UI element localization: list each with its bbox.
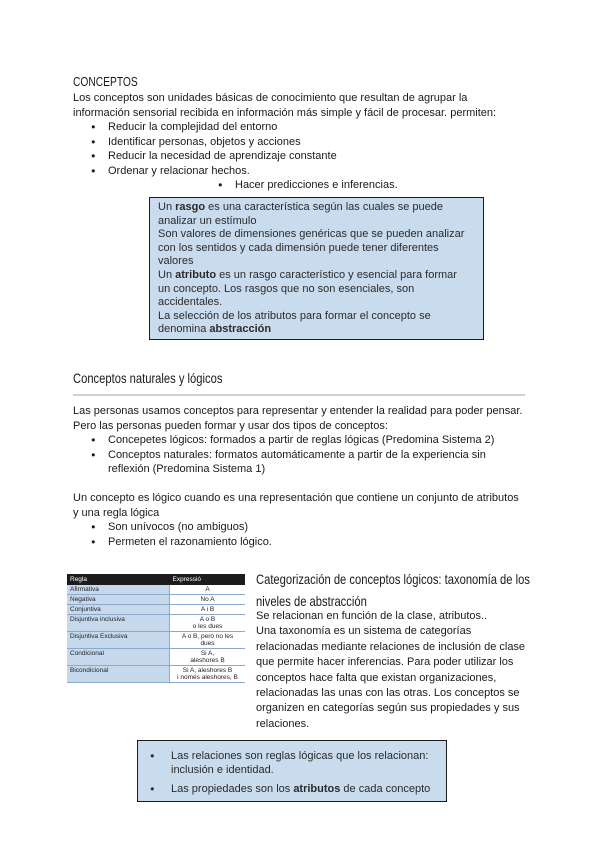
intro-paragraph [73,91,553,120]
box-line: La selección de los atributos para formar el concepto se [158,309,431,322]
paragraph-line: y una regla lógica [73,506,160,519]
logical-concept-paragraph [73,491,553,520]
expression-cell: No A [170,595,246,605]
section-title-categorizacion [256,568,530,612]
box-line: Son valores de dimensiones genéricas que se pueden analizar [158,228,465,241]
text-run: Las propiedades son los [171,783,294,795]
expression-line: A o B, però no les [181,633,234,640]
expression-line: o les dues [192,623,223,630]
list-item: ● Permeten el razonamiento lógico. [73,535,533,550]
box-line: analizar un estímulo [158,214,257,227]
text-run: de cada concepto [340,783,431,795]
taxonomy-paragraph [256,609,546,732]
title-line: niveles de abstracción [256,593,367,609]
paragraph-line: que permite hacer inferencias. Para poder utilizar los [256,656,514,669]
types-paragraph [73,404,553,433]
logic-rules-table-wrapper [67,574,245,683]
table-header-row [67,574,245,585]
text-run: reflexión (Predomina Sistema 1) [108,463,266,475]
expression-cell [170,649,246,666]
definition-box [149,197,484,340]
bold-term-rasgo: rasgo [175,201,206,213]
text-run: Un [158,268,176,281]
expression-cell [170,615,246,632]
text-run: Conceptos naturales: formatos automáticamente a partir de la experiencia sin [108,448,486,461]
expression-line: aleshores B [190,657,225,664]
column-header-rule: Regla [67,574,170,585]
expression-line: dues [200,640,215,647]
title-line: Categorización de conceptos lógicos: taxonomía de los [256,571,530,587]
indented-list [200,178,500,193]
table-row [67,666,245,683]
expression-line: A o B [199,616,216,623]
table-row [67,585,245,595]
box-line [158,323,483,337]
paragraph-line: relaciones. [256,717,310,730]
text-run: denomina [158,323,210,336]
paragraph-line: organizen en categorías según sus propiedades y sus [256,702,520,715]
box-line: con los sentidos y cada dimensión puede tener diferentes [158,241,439,254]
text-run: Un [158,201,176,213]
box-line [158,269,483,283]
box-line: accidentales. [158,296,223,309]
paragraph-line: Se relacionan en función de la clase, atributos.. [256,610,488,622]
list-item: ● Ordenar y relacionar hechos. [73,164,533,179]
expression-line: Si A, aleshores B [182,667,233,674]
logical-properties-list [73,520,533,549]
intro-line: Los conceptos son unidades básicas de conocimiento que resultan de agrupar la [73,92,468,104]
expression-cell: A [170,585,246,595]
box-line: un concepto. Los rasgos que no son esenciales, son [158,282,415,295]
paragraph-line: Una taxonomía es un sistema de categorías [256,625,472,638]
box-line: valores [158,255,194,268]
bold-term-abstraccion: abstracción [209,323,272,336]
relations-box [137,740,447,802]
bold-term-atributo: atributo [175,268,217,281]
rule-cell: Disjuntiva Exclusiva [67,632,170,649]
rule-cell: Conjuntiva [67,605,170,615]
column-header-expression: Expressió [170,574,246,585]
rule-cell: Disjuntiva inclusiva [67,615,170,632]
box-line [158,201,483,215]
table-row [67,605,245,615]
table-row [67,615,245,632]
rule-cell: Bicondicional [67,666,170,683]
section-title-naturales-logicos: Conceptos naturales y lógicos [73,370,223,386]
paragraph-line: relacionadas mediante relaciones de inclusión de clase [256,640,526,653]
expression-line: i només aleshores, B [177,674,238,681]
expression-cell [170,666,246,683]
list-item [138,781,446,797]
intro-line: información sensorial recibida en información más simple y fácil de procesar. permiten: [73,106,497,119]
bold-term-atributos: atributos [293,783,341,795]
concept-benefits-list [73,120,533,178]
table-row [67,595,245,605]
paragraph-line: relacionadas las unas con las otras. Los conceptos se [256,687,520,700]
rule-cell: Negativa [67,595,170,605]
list-item: ● Identificar personas, objetos y acciones [73,135,533,150]
list-item: ● Son unívocos (no ambiguos) [73,520,533,535]
list-item [73,448,543,477]
text-run: es una característica según las cuales se puede [205,201,443,213]
expression-line: Si A, [200,650,215,657]
list-item: ● Concepetes lógicos: formados a partir de reglas lógicas (Predomina Sistema 2) [73,433,543,448]
rule-cell: Condicional [67,649,170,666]
section-title-conceptos: CONCEPTOS [73,75,138,89]
concept-types-list [73,433,543,477]
paragraph-line: Pero las personas pueden formar y usar dos tipos de conceptos: [73,419,388,432]
expression-cell [170,632,246,649]
paragraph-line: conceptos hace falta que existan organizaciones, [256,671,497,684]
table-row [67,649,245,666]
rule-cell: Afirmativa [67,585,170,595]
paragraph-line: Un concepto es lógico cuando es una representación que contiene un conjunto de atributos [73,492,519,504]
list-item: ● Reducir la necesidad de aprendizaje constante [73,149,533,164]
list-item [138,749,446,777]
text-run: Las relaciones son reglas lógicas que los relacionan: [171,750,429,762]
logic-rules-table [67,574,245,683]
divider [73,394,525,396]
expression-cell: A i B [170,605,246,615]
text-run: es un rasgo característico y esencial para formar [216,268,457,281]
table-row [67,632,245,649]
paragraph-line: Las personas usamos conceptos para representar y entender la realidad para poder pensar. [73,405,523,417]
list-item: ● Hacer predicciones e inferencias. [200,178,500,193]
text-run: inclusión e identidad. [171,764,274,776]
list-item: ● Reducir la complejidad del entorno [73,120,533,135]
relations-list [138,749,446,797]
